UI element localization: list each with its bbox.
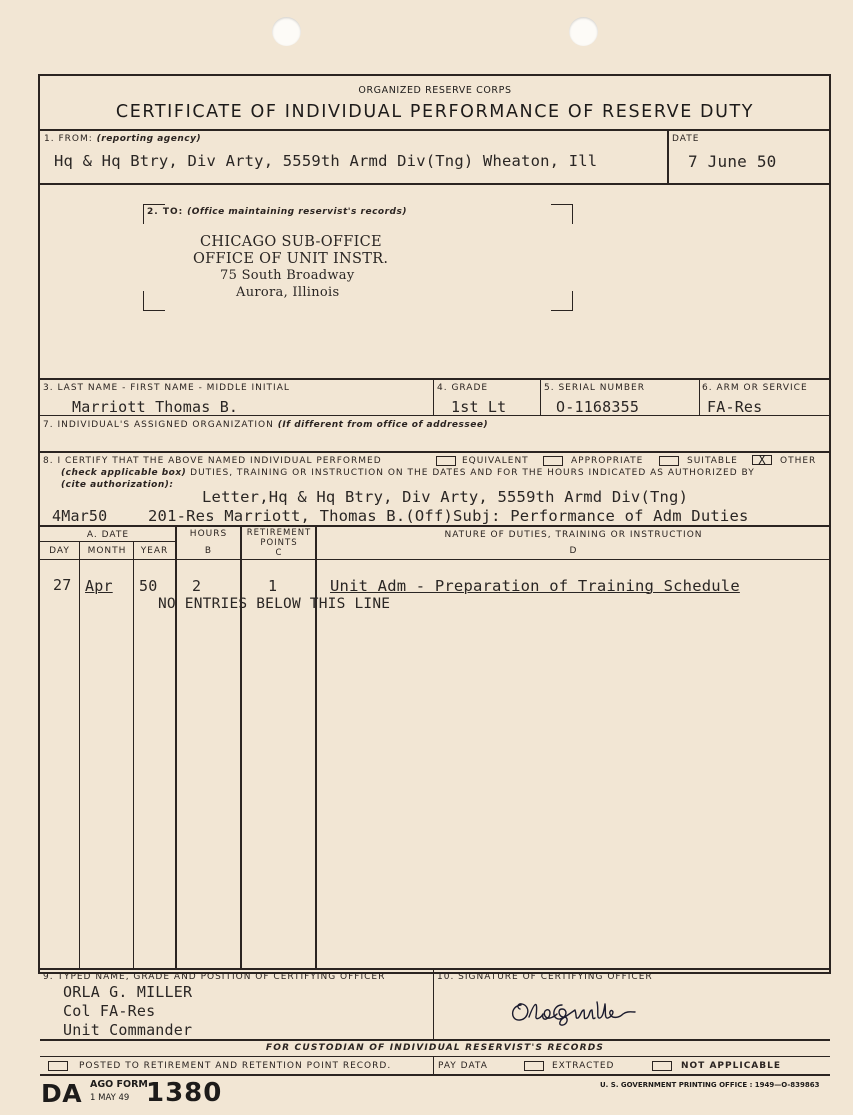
divider	[40, 183, 830, 185]
to-stamp-line: 75 South Broadway	[220, 268, 355, 283]
to-stamp-line: OFFICE OF UNIT INSTR.	[193, 251, 389, 267]
points-column-letter: C	[275, 548, 283, 558]
appropriate-checkbox[interactable]	[543, 456, 563, 466]
row-hours: 2	[192, 577, 202, 595]
arm-field[interactable]: FA-Res	[707, 398, 763, 416]
divider	[133, 541, 134, 968]
date-label: DATE	[672, 134, 700, 144]
officer-position[interactable]: Unit Commander	[63, 1021, 193, 1039]
suitable-checkbox[interactable]	[659, 456, 679, 466]
divider	[40, 1056, 830, 1057]
equivalent-label: EQUIVALENT	[462, 456, 529, 466]
to-stamp-line: Aurora, Illinois	[236, 285, 340, 300]
signature-image	[505, 992, 655, 1028]
certify-line3: (cite authorization):	[61, 480, 174, 490]
officer-label: 9. TYPED NAME, GRADE AND POSITION OF CERTIFYING OFFICER	[43, 972, 386, 982]
divider	[40, 451, 830, 453]
to-label: 2. TO: (Office maintaining reservist's records)	[147, 207, 407, 217]
divider	[40, 129, 830, 131]
divider	[40, 1074, 830, 1076]
authorization-line: Letter,Hq & Hq Btry, Div Arty, 5559th Armd Div(Tng)	[202, 488, 689, 506]
officer-grade[interactable]: Col FA-Res	[63, 1002, 156, 1020]
nature-column-letter: D	[569, 546, 578, 556]
window-corner	[551, 291, 573, 311]
certify-line2: (check applicable box) DUTIES, TRAINING OR INSTRUCTION ON THE DATES AND FOR THE HOURS INDICATED AS AUTHORIZED BY	[61, 468, 755, 478]
name-label: 3. LAST NAME - FIRST NAME - MIDDLE INITIAL	[43, 383, 290, 393]
posted-checkbox[interactable]	[48, 1061, 68, 1071]
form-da: DA	[41, 1079, 83, 1108]
divider	[40, 541, 176, 542]
from-field[interactable]: Hq & Hq Btry, Div Arty, 5559th Armd Div(Tng) Wheaton, Ill	[54, 152, 598, 170]
divider	[40, 378, 830, 380]
month-column-header: MONTH	[87, 546, 127, 556]
window-corner	[143, 291, 165, 311]
grade-field[interactable]: 1st Lt	[451, 398, 507, 416]
row-points: 1	[268, 577, 278, 595]
custodian-title: FOR CUSTODIAN OF INDIVIDUAL RESERVIST'S RECORDS	[265, 1043, 605, 1053]
window-corner	[551, 204, 573, 224]
suitable-label: SUITABLE	[687, 456, 738, 466]
divider	[433, 378, 434, 415]
row-nature: Unit Adm - Preparation of Training Schedule	[330, 577, 740, 595]
officer-name[interactable]: ORLA G. MILLER	[63, 983, 193, 1001]
divider	[40, 1039, 830, 1041]
serial-label: 5. SERIAL NUMBER	[544, 383, 645, 393]
year-column-header: YEAR	[140, 546, 169, 556]
not-applicable-checkbox[interactable]	[652, 1061, 672, 1071]
divider	[40, 525, 830, 527]
not-applicable-label: NOT APPLICABLE	[681, 1061, 782, 1071]
from-label: 1. FROM: (reporting agency)	[44, 134, 202, 144]
date-column-header: A. DATE	[86, 530, 130, 540]
form-ago-label: AGO FORM	[90, 1079, 148, 1090]
posted-label: POSTED TO RETIREMENT AND RETENTION POINT RECORD.	[79, 1061, 392, 1071]
other-label: OTHER	[780, 456, 817, 466]
row-month: Apr	[85, 577, 113, 595]
name-field[interactable]: Marriott Thomas B.	[72, 398, 239, 416]
points-column-header: RETIREMENT	[246, 528, 312, 538]
form-date: 1 MAY 49	[90, 1093, 130, 1103]
corps-heading: ORGANIZED RESERVE CORPS	[358, 85, 512, 96]
other-checkbox[interactable]: X	[752, 455, 772, 465]
punch-hole-right	[569, 17, 598, 46]
divider	[433, 968, 434, 1039]
no-entries-note: NO ENTRIES BELOW THIS LINE	[158, 596, 391, 612]
authorization-subject: 201-Res Marriott, Thomas B.(Off)Subj: Performance of Adm Duties	[148, 507, 749, 525]
hours-column-letter: B	[204, 546, 213, 556]
serial-field[interactable]: O-1168355	[556, 398, 640, 416]
date-field[interactable]: 7 June 50	[688, 152, 777, 171]
divider	[175, 525, 177, 968]
printer-line: U. S. GOVERNMENT PRINTING OFFICE : 1949—O-839863	[600, 1081, 820, 1089]
extracted-label: EXTRACTED	[552, 1061, 615, 1071]
page-title: CERTIFICATE OF INDIVIDUAL PERFORMANCE OF RESERVE DUTY	[115, 102, 755, 122]
org-label: 7. INDIVIDUAL'S ASSIGNED ORGANIZATION (If different from office of addressee)	[43, 420, 489, 430]
extracted-checkbox[interactable]	[524, 1061, 544, 1071]
divider	[40, 968, 830, 970]
signature-label: 10. SIGNATURE OF CERTIFYING OFFICER	[437, 972, 653, 982]
divider	[240, 525, 242, 968]
certify-label: 8. I CERTIFY THAT THE ABOVE NAMED INDIVIDUAL PERFORMED	[43, 456, 382, 466]
authorization-date: 4Mar50	[52, 507, 108, 525]
points-column-header-2: POINTS	[260, 538, 298, 548]
divider	[79, 541, 80, 968]
form-number: 1380	[146, 1078, 223, 1108]
nature-column-header: NATURE OF DUTIES, TRAINING OR INSTRUCTION	[444, 530, 703, 540]
day-column-header: DAY	[49, 546, 70, 556]
row-year: 50	[139, 577, 158, 595]
divider	[540, 378, 541, 415]
divider	[433, 1056, 434, 1074]
grade-label: 4. GRADE	[437, 383, 489, 393]
divider	[315, 525, 317, 968]
pay-data-label: PAY DATA	[438, 1061, 488, 1071]
to-stamp-line: CHICAGO SUB-OFFICE	[200, 234, 382, 250]
hours-column-header: HOURS	[189, 529, 228, 539]
appropriate-label: APPROPRIATE	[571, 456, 644, 466]
equivalent-checkbox[interactable]	[436, 456, 456, 466]
punch-hole-left	[272, 17, 301, 46]
row-day: 27	[53, 576, 72, 594]
divider	[667, 129, 669, 184]
divider	[40, 415, 830, 416]
divider	[40, 559, 830, 560]
divider	[699, 378, 700, 415]
arm-label: 6. ARM OR SERVICE	[702, 383, 808, 393]
